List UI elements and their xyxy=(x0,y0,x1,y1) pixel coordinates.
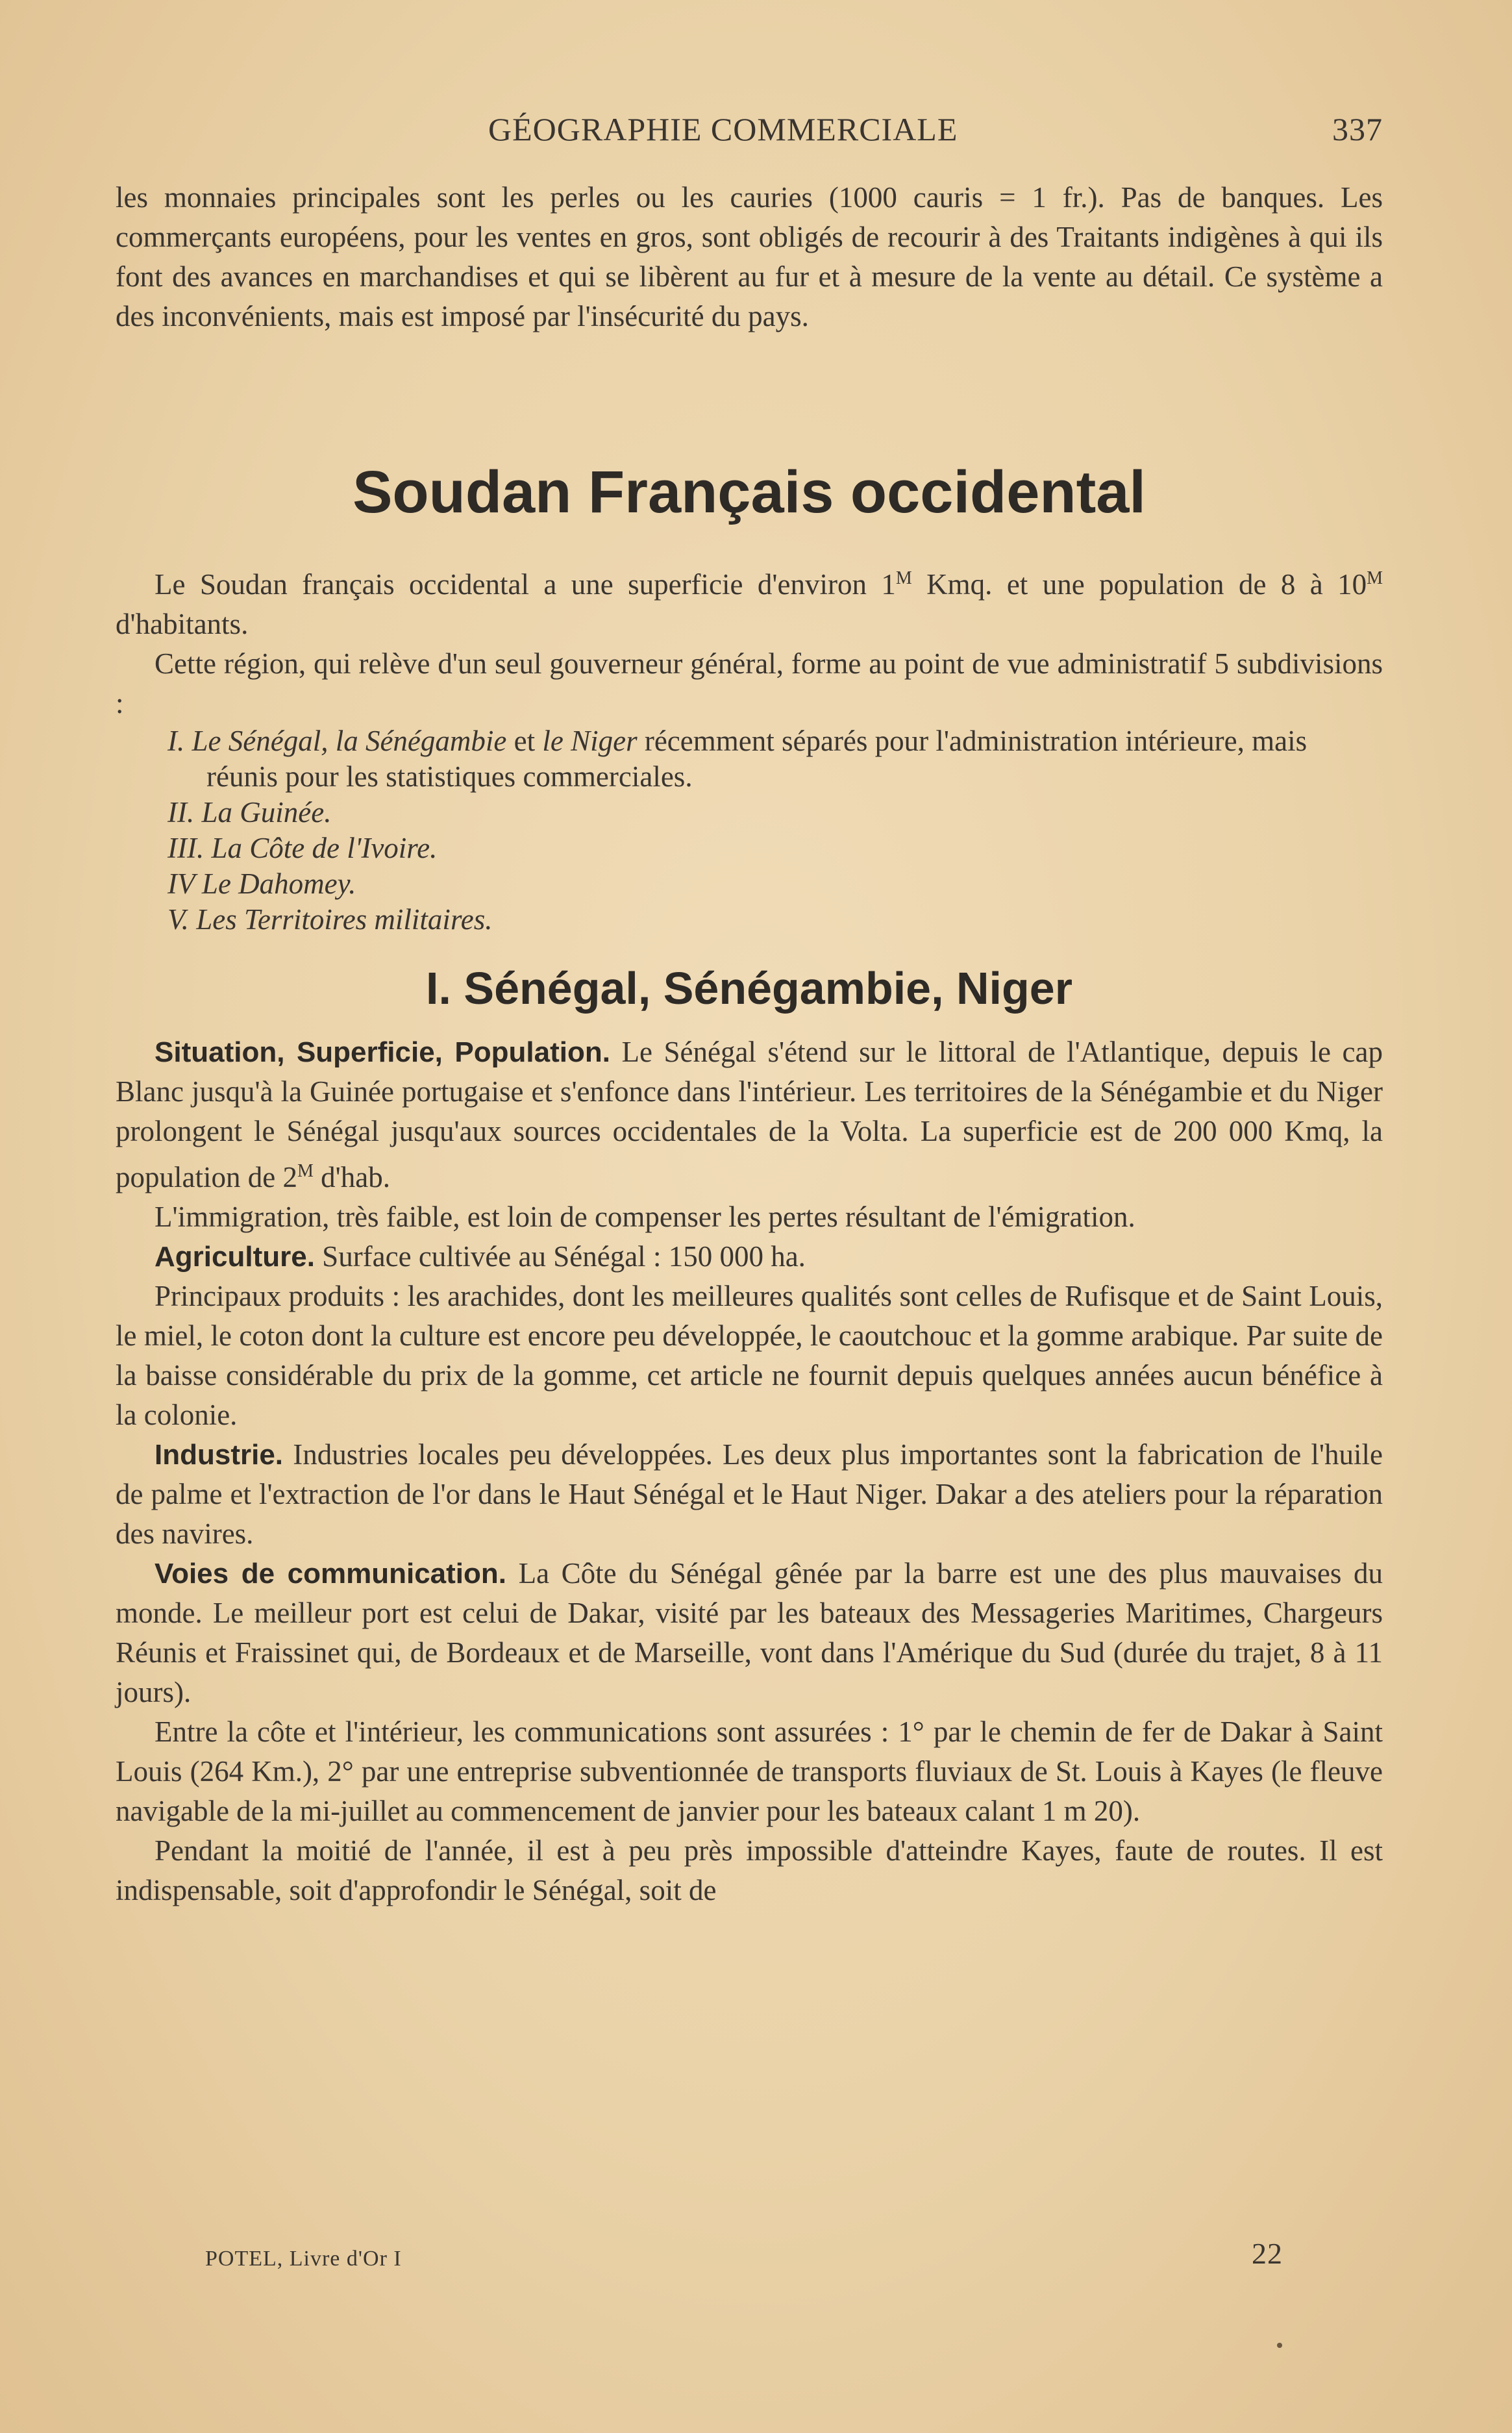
subsection-title: I. Sénégal, Sénégambie, Niger xyxy=(426,963,1072,1014)
list-item-text: La Côte de l'Ivoire. xyxy=(211,832,438,864)
list-item xyxy=(116,723,1383,795)
voies-paragraph xyxy=(116,1554,1383,1712)
running-header xyxy=(116,110,1383,156)
superscript-million: M xyxy=(1367,568,1383,588)
list-item xyxy=(116,795,1383,830)
list-numeral: I. xyxy=(167,725,185,757)
list-item-connector: et xyxy=(506,725,543,757)
intro-paragraph: les monnaies principales sont les perles ou les cauries (1000 cauris = 1 fr.). Pas de banques. Les commerçants européens, pour les ventes en gros, sont obligés de recourir à des Traitants indigènes à qui ils font des avances en marchandises et qui se libèrent au fur et à mesure de la vente au détail. Ce système a des inconvénients, mais est imposé par l'insécurité du pays. xyxy=(116,181,1383,332)
immigration-paragraph: L'immigration, très faible, est loin de compenser les pertes résultant de l'émigration. xyxy=(155,1201,1135,1233)
list-numeral: V. xyxy=(167,903,189,936)
agriculture-text: Surface cultivée au Sénégal : 150 000 ha. xyxy=(314,1240,806,1273)
list-item xyxy=(116,902,1383,938)
list-item-text: Le Sénégal, la Sénégambie xyxy=(192,725,507,757)
paragraph-lead: Agriculture. xyxy=(155,1241,315,1273)
products-paragraph: Principaux produits : les arachides, dont les meilleures qualités sont celles de Rufisque et de Saint Louis, le miel, le coton dont la culture est encore peu développée, le caoutchouc et la gomme arabique. Par suite de la baisse considérable du prix de la gomme, cet article ne fournit depuis quelques années aucun bénéfice à la colonie. xyxy=(116,1280,1383,1431)
page-number: 337 xyxy=(1332,111,1383,147)
list-item-rest: récemment séparés pour l'administration intérieure, mais réunis pour les statistiques commerciales. xyxy=(206,725,1308,793)
paragraph-lead: Voies de communication. xyxy=(155,1558,506,1590)
industrie-text: Industries locales peu développées. Les deux plus importantes sont la fabrication de l'huile de palme et l'extraction de l'or dans le Haut Sénégal et le Haut Niger. Dakar a des ateliers pour la réparation des navires. xyxy=(116,1438,1383,1550)
printer-signature: POTEL, Livre d'Or I xyxy=(205,2247,402,2271)
situation-paragraph xyxy=(116,1032,1383,1197)
agriculture-paragraph xyxy=(116,1237,1383,1277)
list-numeral: II. xyxy=(167,796,195,829)
paragraph-lead: Industrie. xyxy=(155,1439,284,1471)
communications-paragraph: Entre la côte et l'intérieur, les communications sont assurées : 1° par le chemin de fer de Dakar à Saint Louis (264 Km.), 2° par une entreprise subventionnée de transports fluviaux de St. Louis à Kayes (le fleuve navigable de la mi-juillet au commencement de janvier pour les bateaux calant 1 m 20). xyxy=(116,1716,1383,1827)
kayes-paragraph: Pendant la moitié de l'année, il est à peu près impossible d'atteindre Kayes, faute de routes. Il est indispensable, soit d'approfondir le Sénégal, soit de xyxy=(116,1834,1383,1906)
list-item-text: Les Territoires militaires. xyxy=(196,903,493,936)
soudan-p1-text-c: d'habitants. xyxy=(116,608,249,640)
industrie-paragraph xyxy=(116,1435,1383,1554)
situation-text-end: d'hab. xyxy=(313,1161,390,1193)
paragraph-lead: Situation, Superficie, Population. xyxy=(155,1036,610,1068)
voies-text: La Côte du Sénégal gênée par la barre est une des plus mauvaises du monde. Le meilleur port est celui de Dakar, visité par les bateaux des Messageries Maritimes, Chargeurs Réunis et Fraissinet qui, de Bordeaux et de Marseille, vont dans l'Amérique du Sud (durée du trajet, 8 à 11 jours). xyxy=(116,1557,1383,1708)
subdivision-list xyxy=(116,723,1383,938)
section-title: Soudan Français occidental xyxy=(353,459,1146,525)
soudan-p1-text-a: Le Soudan français occidental a une superficie d'environ 1 xyxy=(155,568,896,601)
soudan-paragraph-1 xyxy=(116,558,1383,644)
list-item-text: Le Dahomey. xyxy=(201,867,356,900)
list-item xyxy=(116,830,1383,866)
list-numeral: IV xyxy=(167,867,195,900)
soudan-p1-text-b: Kmq. et une population de 8 à 10 xyxy=(911,568,1367,601)
sheet-number: 22 xyxy=(1252,2237,1283,2270)
page-content xyxy=(116,110,1383,1910)
list-item-text: La Guinée. xyxy=(201,796,332,829)
superscript-million: M xyxy=(297,1161,314,1181)
running-title: GÉOGRAPHIE COMMERCIALE xyxy=(488,111,958,147)
soudan-paragraph-2: Cette région, qui relève d'un seul gouverneur général, forme au point de vue administratif 5 subdivisions : xyxy=(116,647,1383,719)
list-numeral: III. xyxy=(167,832,204,864)
page-footer xyxy=(205,2237,1283,2279)
list-item-text: le Niger xyxy=(542,725,638,757)
superscript-million: M xyxy=(895,568,912,588)
ink-speck xyxy=(1277,2343,1282,2348)
list-item xyxy=(116,866,1383,902)
situation-text: Le Sénégal s'étend sur le littoral de l'Atlantique, depuis le cap Blanc jusqu'à la Guinée portugaise et s'enfonce dans l'intérieur. Les territoires de la Sénégambie et du Niger prolongent le Sénégal jusqu'aux sources occidentales de la Volta. La superficie est de 200 000 Kmq, la population de 2 xyxy=(116,1036,1383,1193)
